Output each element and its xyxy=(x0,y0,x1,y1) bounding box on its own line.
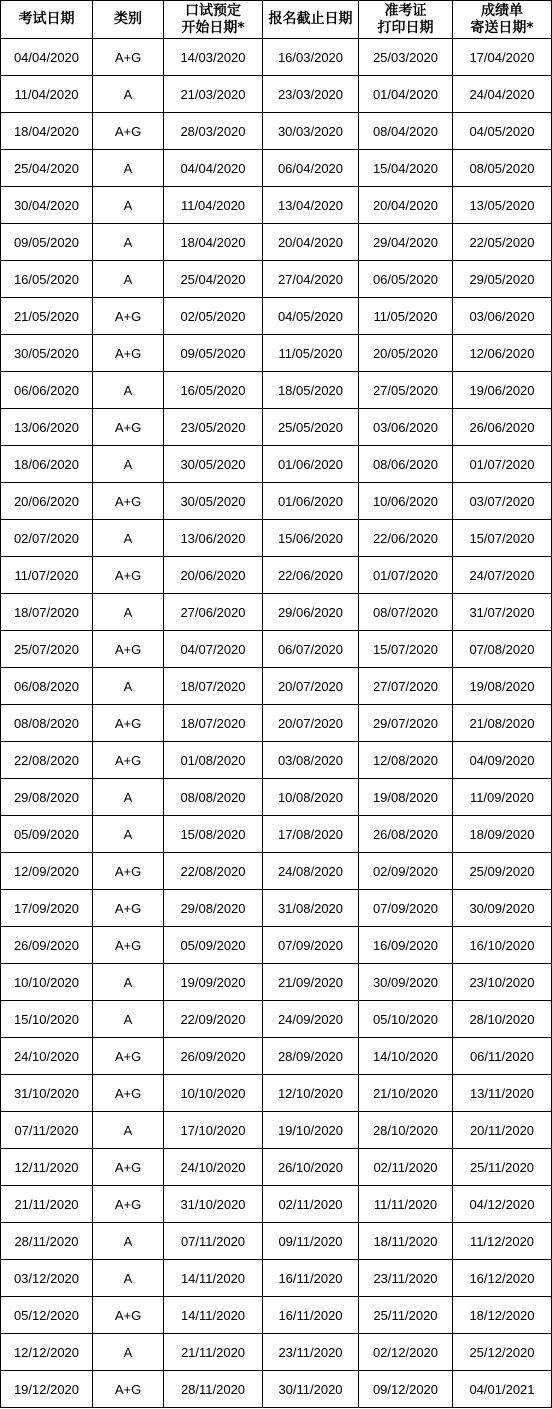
admission-ticket-print-date-cell: 02/09/2020 xyxy=(359,853,453,890)
table-row xyxy=(1,1149,552,1186)
category-cell: A+G xyxy=(93,483,164,520)
registration-deadline-cell: 13/04/2020 xyxy=(263,187,359,224)
speaking-start-date-cell: 23/05/2020 xyxy=(164,409,263,446)
registration-deadline-cell: 01/06/2020 xyxy=(263,446,359,483)
registration-deadline-cell: 30/11/2020 xyxy=(263,1371,359,1408)
admission-ticket-print-date-cell: 25/11/2020 xyxy=(359,1297,453,1334)
speaking-start-date-cell: 21/11/2020 xyxy=(164,1334,263,1371)
exam-date-cell: 18/07/2020 xyxy=(1,594,93,631)
table-row xyxy=(1,520,552,557)
result-mailing-date-cell: 22/05/2020 xyxy=(453,224,552,261)
result-mailing-date-cell: 01/07/2020 xyxy=(453,446,552,483)
admission-ticket-print-date-cell: 19/08/2020 xyxy=(359,779,453,816)
admission-ticket-print-date-cell: 20/05/2020 xyxy=(359,335,453,372)
category-cell: A xyxy=(93,1223,164,1260)
result-mailing-date-cell: 24/07/2020 xyxy=(453,557,552,594)
registration-deadline-cell: 28/09/2020 xyxy=(263,1038,359,1075)
result-mailing-date-cell: 13/05/2020 xyxy=(453,187,552,224)
exam-date-cell: 11/04/2020 xyxy=(1,76,93,113)
result-mailing-date-cell: 25/09/2020 xyxy=(453,853,552,890)
registration-deadline-cell: 25/05/2020 xyxy=(263,409,359,446)
exam-date-cell: 22/08/2020 xyxy=(1,742,93,779)
exam-date-cell: 12/11/2020 xyxy=(1,1149,93,1186)
exam-date-cell: 12/09/2020 xyxy=(1,853,93,890)
category-cell: A+G xyxy=(93,409,164,446)
category-cell: A xyxy=(93,1112,164,1149)
table-row xyxy=(1,1038,552,1075)
admission-ticket-print-date-cell: 02/12/2020 xyxy=(359,1334,453,1371)
exam-date-cell: 07/11/2020 xyxy=(1,1112,93,1149)
exam-date-cell: 18/06/2020 xyxy=(1,446,93,483)
registration-deadline-cell: 29/06/2020 xyxy=(263,594,359,631)
header-registration-deadline xyxy=(263,1,359,39)
header-label-line: 口试预定 xyxy=(185,2,241,19)
exam-date-cell: 17/09/2020 xyxy=(1,890,93,927)
result-mailing-date-cell: 12/06/2020 xyxy=(453,335,552,372)
category-cell: A xyxy=(93,150,164,187)
admission-ticket-print-date-cell: 21/10/2020 xyxy=(359,1075,453,1112)
table-row xyxy=(1,557,552,594)
admission-ticket-print-date-cell: 08/07/2020 xyxy=(359,594,453,631)
admission-ticket-print-date-cell: 07/09/2020 xyxy=(359,890,453,927)
result-mailing-date-cell: 18/12/2020 xyxy=(453,1297,552,1334)
result-mailing-date-cell: 23/10/2020 xyxy=(453,964,552,1001)
table-row xyxy=(1,1075,552,1112)
speaking-start-date-cell: 14/11/2020 xyxy=(164,1260,263,1297)
table-row xyxy=(1,187,552,224)
result-mailing-date-cell: 04/01/2021 xyxy=(453,1371,552,1408)
speaking-start-date-cell: 20/06/2020 xyxy=(164,557,263,594)
category-cell: A xyxy=(93,261,164,298)
speaking-start-date-cell: 28/11/2020 xyxy=(164,1371,263,1408)
registration-deadline-cell: 01/06/2020 xyxy=(263,483,359,520)
speaking-start-date-cell: 19/09/2020 xyxy=(164,964,263,1001)
admission-ticket-print-date-cell: 29/04/2020 xyxy=(359,224,453,261)
admission-ticket-print-date-cell: 25/03/2020 xyxy=(359,39,453,76)
speaking-start-date-cell: 09/05/2020 xyxy=(164,335,263,372)
speaking-start-date-cell: 13/06/2020 xyxy=(164,520,263,557)
admission-ticket-print-date-cell: 27/07/2020 xyxy=(359,668,453,705)
result-mailing-date-cell: 15/07/2020 xyxy=(453,520,552,557)
exam-date-cell: 02/07/2020 xyxy=(1,520,93,557)
category-cell: A xyxy=(93,1001,164,1038)
header-label-line: 考试日期 xyxy=(18,11,75,27)
exam-date-cell: 08/08/2020 xyxy=(1,705,93,742)
exam-date-cell: 29/08/2020 xyxy=(1,779,93,816)
result-mailing-date-cell: 24/04/2020 xyxy=(453,76,552,113)
speaking-start-date-cell: 27/06/2020 xyxy=(164,594,263,631)
category-cell: A+G xyxy=(93,1075,164,1112)
table-row xyxy=(1,705,552,742)
registration-deadline-cell: 27/04/2020 xyxy=(263,261,359,298)
category-cell: A+G xyxy=(93,113,164,150)
result-mailing-date-cell: 26/06/2020 xyxy=(453,409,552,446)
admission-ticket-print-date-cell: 11/11/2020 xyxy=(359,1186,453,1223)
category-cell: A xyxy=(93,372,164,409)
result-mailing-date-cell: 04/12/2020 xyxy=(453,1186,552,1223)
registration-deadline-cell: 06/07/2020 xyxy=(263,631,359,668)
speaking-start-date-cell: 18/04/2020 xyxy=(164,224,263,261)
result-mailing-date-cell: 25/12/2020 xyxy=(453,1334,552,1371)
admission-ticket-print-date-cell: 01/07/2020 xyxy=(359,557,453,594)
registration-deadline-cell: 20/07/2020 xyxy=(263,668,359,705)
table-row xyxy=(1,150,552,187)
category-cell: A xyxy=(93,224,164,261)
table-row xyxy=(1,409,552,446)
exam-date-cell: 05/12/2020 xyxy=(1,1297,93,1334)
table-row xyxy=(1,1334,552,1371)
result-mailing-date-cell: 11/12/2020 xyxy=(453,1223,552,1260)
admission-ticket-print-date-cell: 23/11/2020 xyxy=(359,1260,453,1297)
speaking-start-date-cell: 22/09/2020 xyxy=(164,1001,263,1038)
result-mailing-date-cell: 13/11/2020 xyxy=(453,1075,552,1112)
exam-date-cell: 11/07/2020 xyxy=(1,557,93,594)
result-mailing-date-cell: 25/11/2020 xyxy=(453,1149,552,1186)
table-row xyxy=(1,594,552,631)
table-row xyxy=(1,1112,552,1149)
admission-ticket-print-date-cell: 15/07/2020 xyxy=(359,631,453,668)
result-mailing-date-cell: 20/11/2020 xyxy=(453,1112,552,1149)
category-cell: A xyxy=(93,668,164,705)
speaking-start-date-cell: 16/05/2020 xyxy=(164,372,263,409)
exam-date-cell: 16/05/2020 xyxy=(1,261,93,298)
registration-deadline-cell: 16/03/2020 xyxy=(263,39,359,76)
table-row xyxy=(1,446,552,483)
category-cell: A+G xyxy=(93,853,164,890)
result-mailing-date-cell: 16/10/2020 xyxy=(453,927,552,964)
category-cell: A xyxy=(93,76,164,113)
header-admission-ticket-print-date xyxy=(359,1,453,39)
table-row xyxy=(1,927,552,964)
category-cell: A+G xyxy=(93,298,164,335)
category-cell: A xyxy=(93,594,164,631)
exam-date-cell: 24/10/2020 xyxy=(1,1038,93,1075)
admission-ticket-print-date-cell: 05/10/2020 xyxy=(359,1001,453,1038)
header-label-line: 类别 xyxy=(114,11,142,27)
registration-deadline-cell: 24/09/2020 xyxy=(263,1001,359,1038)
speaking-start-date-cell: 30/05/2020 xyxy=(164,446,263,483)
registration-deadline-cell: 15/06/2020 xyxy=(263,520,359,557)
speaking-start-date-cell: 15/08/2020 xyxy=(164,816,263,853)
speaking-start-date-cell: 30/05/2020 xyxy=(164,483,263,520)
registration-deadline-cell: 23/11/2020 xyxy=(263,1334,359,1371)
speaking-start-date-cell: 10/10/2020 xyxy=(164,1075,263,1112)
exam-date-cell: 13/06/2020 xyxy=(1,409,93,446)
exam-date-cell: 28/11/2020 xyxy=(1,1223,93,1260)
category-cell: A xyxy=(93,187,164,224)
speaking-start-date-cell: 24/10/2020 xyxy=(164,1149,263,1186)
header-result-mailing-date xyxy=(453,1,552,39)
header-category xyxy=(93,1,164,39)
speaking-start-date-cell: 14/03/2020 xyxy=(164,39,263,76)
result-mailing-date-cell: 04/05/2020 xyxy=(453,113,552,150)
admission-ticket-print-date-cell: 01/04/2020 xyxy=(359,76,453,113)
category-cell: A+G xyxy=(93,890,164,927)
table-row xyxy=(1,1223,552,1260)
category-cell: A+G xyxy=(93,335,164,372)
category-cell: A xyxy=(93,779,164,816)
result-mailing-date-cell: 30/09/2020 xyxy=(453,890,552,927)
exam-date-cell: 30/04/2020 xyxy=(1,187,93,224)
category-cell: A+G xyxy=(93,557,164,594)
speaking-start-date-cell: 26/09/2020 xyxy=(164,1038,263,1075)
exam-date-cell: 30/05/2020 xyxy=(1,335,93,372)
category-cell: A xyxy=(93,520,164,557)
admission-ticket-print-date-cell: 03/06/2020 xyxy=(359,409,453,446)
registration-deadline-cell: 11/05/2020 xyxy=(263,335,359,372)
table-row xyxy=(1,1371,552,1408)
header-label-line: 准考证 xyxy=(384,2,427,19)
header-label-line: 成绩单 xyxy=(481,2,523,19)
category-cell: A+G xyxy=(93,1371,164,1408)
registration-deadline-cell: 02/11/2020 xyxy=(263,1186,359,1223)
result-mailing-date-cell: 16/12/2020 xyxy=(453,1260,552,1297)
exam-date-cell: 18/04/2020 xyxy=(1,113,93,150)
admission-ticket-print-date-cell: 16/09/2020 xyxy=(359,927,453,964)
speaking-start-date-cell: 04/07/2020 xyxy=(164,631,263,668)
category-cell: A xyxy=(93,446,164,483)
table-row xyxy=(1,113,552,150)
registration-deadline-cell: 31/08/2020 xyxy=(263,890,359,927)
admission-ticket-print-date-cell: 06/05/2020 xyxy=(359,261,453,298)
speaking-start-date-cell: 01/08/2020 xyxy=(164,742,263,779)
speaking-start-date-cell: 07/11/2020 xyxy=(164,1223,263,1260)
table-row xyxy=(1,76,552,113)
admission-ticket-print-date-cell: 29/07/2020 xyxy=(359,705,453,742)
table-row xyxy=(1,1260,552,1297)
admission-ticket-print-date-cell: 15/04/2020 xyxy=(359,150,453,187)
result-mailing-date-cell: 19/06/2020 xyxy=(453,372,552,409)
table-row xyxy=(1,668,552,705)
table-body xyxy=(1,39,552,1408)
table-row xyxy=(1,1297,552,1334)
registration-deadline-cell: 04/05/2020 xyxy=(263,298,359,335)
result-mailing-date-cell: 18/09/2020 xyxy=(453,816,552,853)
category-cell: A xyxy=(93,1260,164,1297)
header-label-line: 报名截止日期 xyxy=(268,11,353,27)
result-mailing-date-cell: 28/10/2020 xyxy=(453,1001,552,1038)
registration-deadline-cell: 10/08/2020 xyxy=(263,779,359,816)
table-row xyxy=(1,742,552,779)
exam-date-cell: 06/06/2020 xyxy=(1,372,93,409)
registration-deadline-cell: 26/10/2020 xyxy=(263,1149,359,1186)
speaking-start-date-cell: 22/08/2020 xyxy=(164,853,263,890)
table-row xyxy=(1,298,552,335)
admission-ticket-print-date-cell: 08/04/2020 xyxy=(359,113,453,150)
result-mailing-date-cell: 03/07/2020 xyxy=(453,483,552,520)
registration-deadline-cell: 30/03/2020 xyxy=(263,113,359,150)
registration-deadline-cell: 24/08/2020 xyxy=(263,853,359,890)
registration-deadline-cell: 07/09/2020 xyxy=(263,927,359,964)
category-cell: A+G xyxy=(93,1297,164,1334)
admission-ticket-print-date-cell: 10/06/2020 xyxy=(359,483,453,520)
registration-deadline-cell: 17/08/2020 xyxy=(263,816,359,853)
category-cell: A+G xyxy=(93,39,164,76)
exam-date-cell: 21/11/2020 xyxy=(1,1186,93,1223)
admission-ticket-print-date-cell: 27/05/2020 xyxy=(359,372,453,409)
speaking-start-date-cell: 17/10/2020 xyxy=(164,1112,263,1149)
table-row xyxy=(1,853,552,890)
table-row xyxy=(1,631,552,668)
exam-date-cell: 05/09/2020 xyxy=(1,816,93,853)
speaking-start-date-cell: 05/09/2020 xyxy=(164,927,263,964)
table-row xyxy=(1,1001,552,1038)
table-row xyxy=(1,964,552,1001)
header-label-line: 打印日期 xyxy=(377,19,434,36)
registration-deadline-cell: 23/03/2020 xyxy=(263,76,359,113)
speaking-start-date-cell: 21/03/2020 xyxy=(164,76,263,113)
exam-date-cell: 10/10/2020 xyxy=(1,964,93,1001)
category-cell: A+G xyxy=(93,1149,164,1186)
header-label-line: 开始日期* xyxy=(181,19,245,36)
exam-date-cell: 21/05/2020 xyxy=(1,298,93,335)
result-mailing-date-cell: 31/07/2020 xyxy=(453,594,552,631)
category-cell: A+G xyxy=(93,742,164,779)
exam-date-cell: 12/12/2020 xyxy=(1,1334,93,1371)
speaking-start-date-cell: 14/11/2020 xyxy=(164,1297,263,1334)
admission-ticket-print-date-cell: 12/08/2020 xyxy=(359,742,453,779)
admission-ticket-print-date-cell: 28/10/2020 xyxy=(359,1112,453,1149)
category-cell: A+G xyxy=(93,1186,164,1223)
table-row xyxy=(1,224,552,261)
registration-deadline-cell: 06/04/2020 xyxy=(263,150,359,187)
table-row xyxy=(1,335,552,372)
result-mailing-date-cell: 17/04/2020 xyxy=(453,39,552,76)
speaking-start-date-cell: 31/10/2020 xyxy=(164,1186,263,1223)
category-cell: A xyxy=(93,816,164,853)
registration-deadline-cell: 09/11/2020 xyxy=(263,1223,359,1260)
result-mailing-date-cell: 06/11/2020 xyxy=(453,1038,552,1075)
admission-ticket-print-date-cell: 26/08/2020 xyxy=(359,816,453,853)
exam-date-cell: 19/12/2020 xyxy=(1,1371,93,1408)
exam-date-cell: 25/07/2020 xyxy=(1,631,93,668)
result-mailing-date-cell: 03/06/2020 xyxy=(453,298,552,335)
speaking-start-date-cell: 11/04/2020 xyxy=(164,187,263,224)
speaking-start-date-cell: 08/08/2020 xyxy=(164,779,263,816)
speaking-start-date-cell: 25/04/2020 xyxy=(164,261,263,298)
admission-ticket-print-date-cell: 18/11/2020 xyxy=(359,1223,453,1260)
registration-deadline-cell: 18/05/2020 xyxy=(263,372,359,409)
result-mailing-date-cell: 08/05/2020 xyxy=(453,150,552,187)
header-row xyxy=(1,1,552,39)
registration-deadline-cell: 19/10/2020 xyxy=(263,1112,359,1149)
exam-date-cell: 03/12/2020 xyxy=(1,1260,93,1297)
result-mailing-date-cell: 04/09/2020 xyxy=(453,742,552,779)
result-mailing-date-cell: 07/08/2020 xyxy=(453,631,552,668)
registration-deadline-cell: 21/09/2020 xyxy=(263,964,359,1001)
table-row xyxy=(1,39,552,76)
admission-ticket-print-date-cell: 09/12/2020 xyxy=(359,1371,453,1408)
category-cell: A+G xyxy=(93,631,164,668)
registration-deadline-cell: 22/06/2020 xyxy=(263,557,359,594)
registration-deadline-cell: 20/07/2020 xyxy=(263,705,359,742)
registration-deadline-cell: 12/10/2020 xyxy=(263,1075,359,1112)
admission-ticket-print-date-cell: 30/09/2020 xyxy=(359,964,453,1001)
exam-date-cell: 15/10/2020 xyxy=(1,1001,93,1038)
registration-deadline-cell: 16/11/2020 xyxy=(263,1297,359,1334)
table-row xyxy=(1,1186,552,1223)
admission-ticket-print-date-cell: 11/05/2020 xyxy=(359,298,453,335)
exam-date-cell: 20/06/2020 xyxy=(1,483,93,520)
category-cell: A xyxy=(93,964,164,1001)
exam-date-cell: 31/10/2020 xyxy=(1,1075,93,1112)
exam-date-cell: 26/09/2020 xyxy=(1,927,93,964)
speaking-start-date-cell: 04/04/2020 xyxy=(164,150,263,187)
table-row xyxy=(1,890,552,927)
table-header xyxy=(1,1,552,39)
admission-ticket-print-date-cell: 14/10/2020 xyxy=(359,1038,453,1075)
category-cell: A+G xyxy=(93,705,164,742)
admission-ticket-print-date-cell: 22/06/2020 xyxy=(359,520,453,557)
speaking-start-date-cell: 28/03/2020 xyxy=(164,113,263,150)
admission-ticket-print-date-cell: 02/11/2020 xyxy=(359,1149,453,1186)
registration-deadline-cell: 03/08/2020 xyxy=(263,742,359,779)
speaking-start-date-cell: 02/05/2020 xyxy=(164,298,263,335)
table-row xyxy=(1,779,552,816)
category-cell: A+G xyxy=(93,1038,164,1075)
header-label-line: 寄送日期* xyxy=(470,19,534,36)
exam-date-cell: 04/04/2020 xyxy=(1,39,93,76)
admission-ticket-print-date-cell: 20/04/2020 xyxy=(359,187,453,224)
registration-deadline-cell: 16/11/2020 xyxy=(263,1260,359,1297)
result-mailing-date-cell: 19/08/2020 xyxy=(453,668,552,705)
table-row xyxy=(1,483,552,520)
category-cell: A+G xyxy=(93,927,164,964)
result-mailing-date-cell: 21/08/2020 xyxy=(453,705,552,742)
category-cell: A xyxy=(93,1334,164,1371)
header-speaking-start-date xyxy=(164,1,263,39)
exam-date-cell: 09/05/2020 xyxy=(1,224,93,261)
table-row xyxy=(1,261,552,298)
result-mailing-date-cell: 29/05/2020 xyxy=(453,261,552,298)
table-row xyxy=(1,372,552,409)
header-exam-date xyxy=(1,1,93,39)
speaking-start-date-cell: 18/07/2020 xyxy=(164,668,263,705)
speaking-start-date-cell: 29/08/2020 xyxy=(164,890,263,927)
result-mailing-date-cell: 11/09/2020 xyxy=(453,779,552,816)
speaking-start-date-cell: 18/07/2020 xyxy=(164,705,263,742)
admission-ticket-print-date-cell: 08/06/2020 xyxy=(359,446,453,483)
table-row xyxy=(1,816,552,853)
exam-date-cell: 25/04/2020 xyxy=(1,150,93,187)
registration-deadline-cell: 20/04/2020 xyxy=(263,224,359,261)
exam-date-cell: 06/08/2020 xyxy=(1,668,93,705)
